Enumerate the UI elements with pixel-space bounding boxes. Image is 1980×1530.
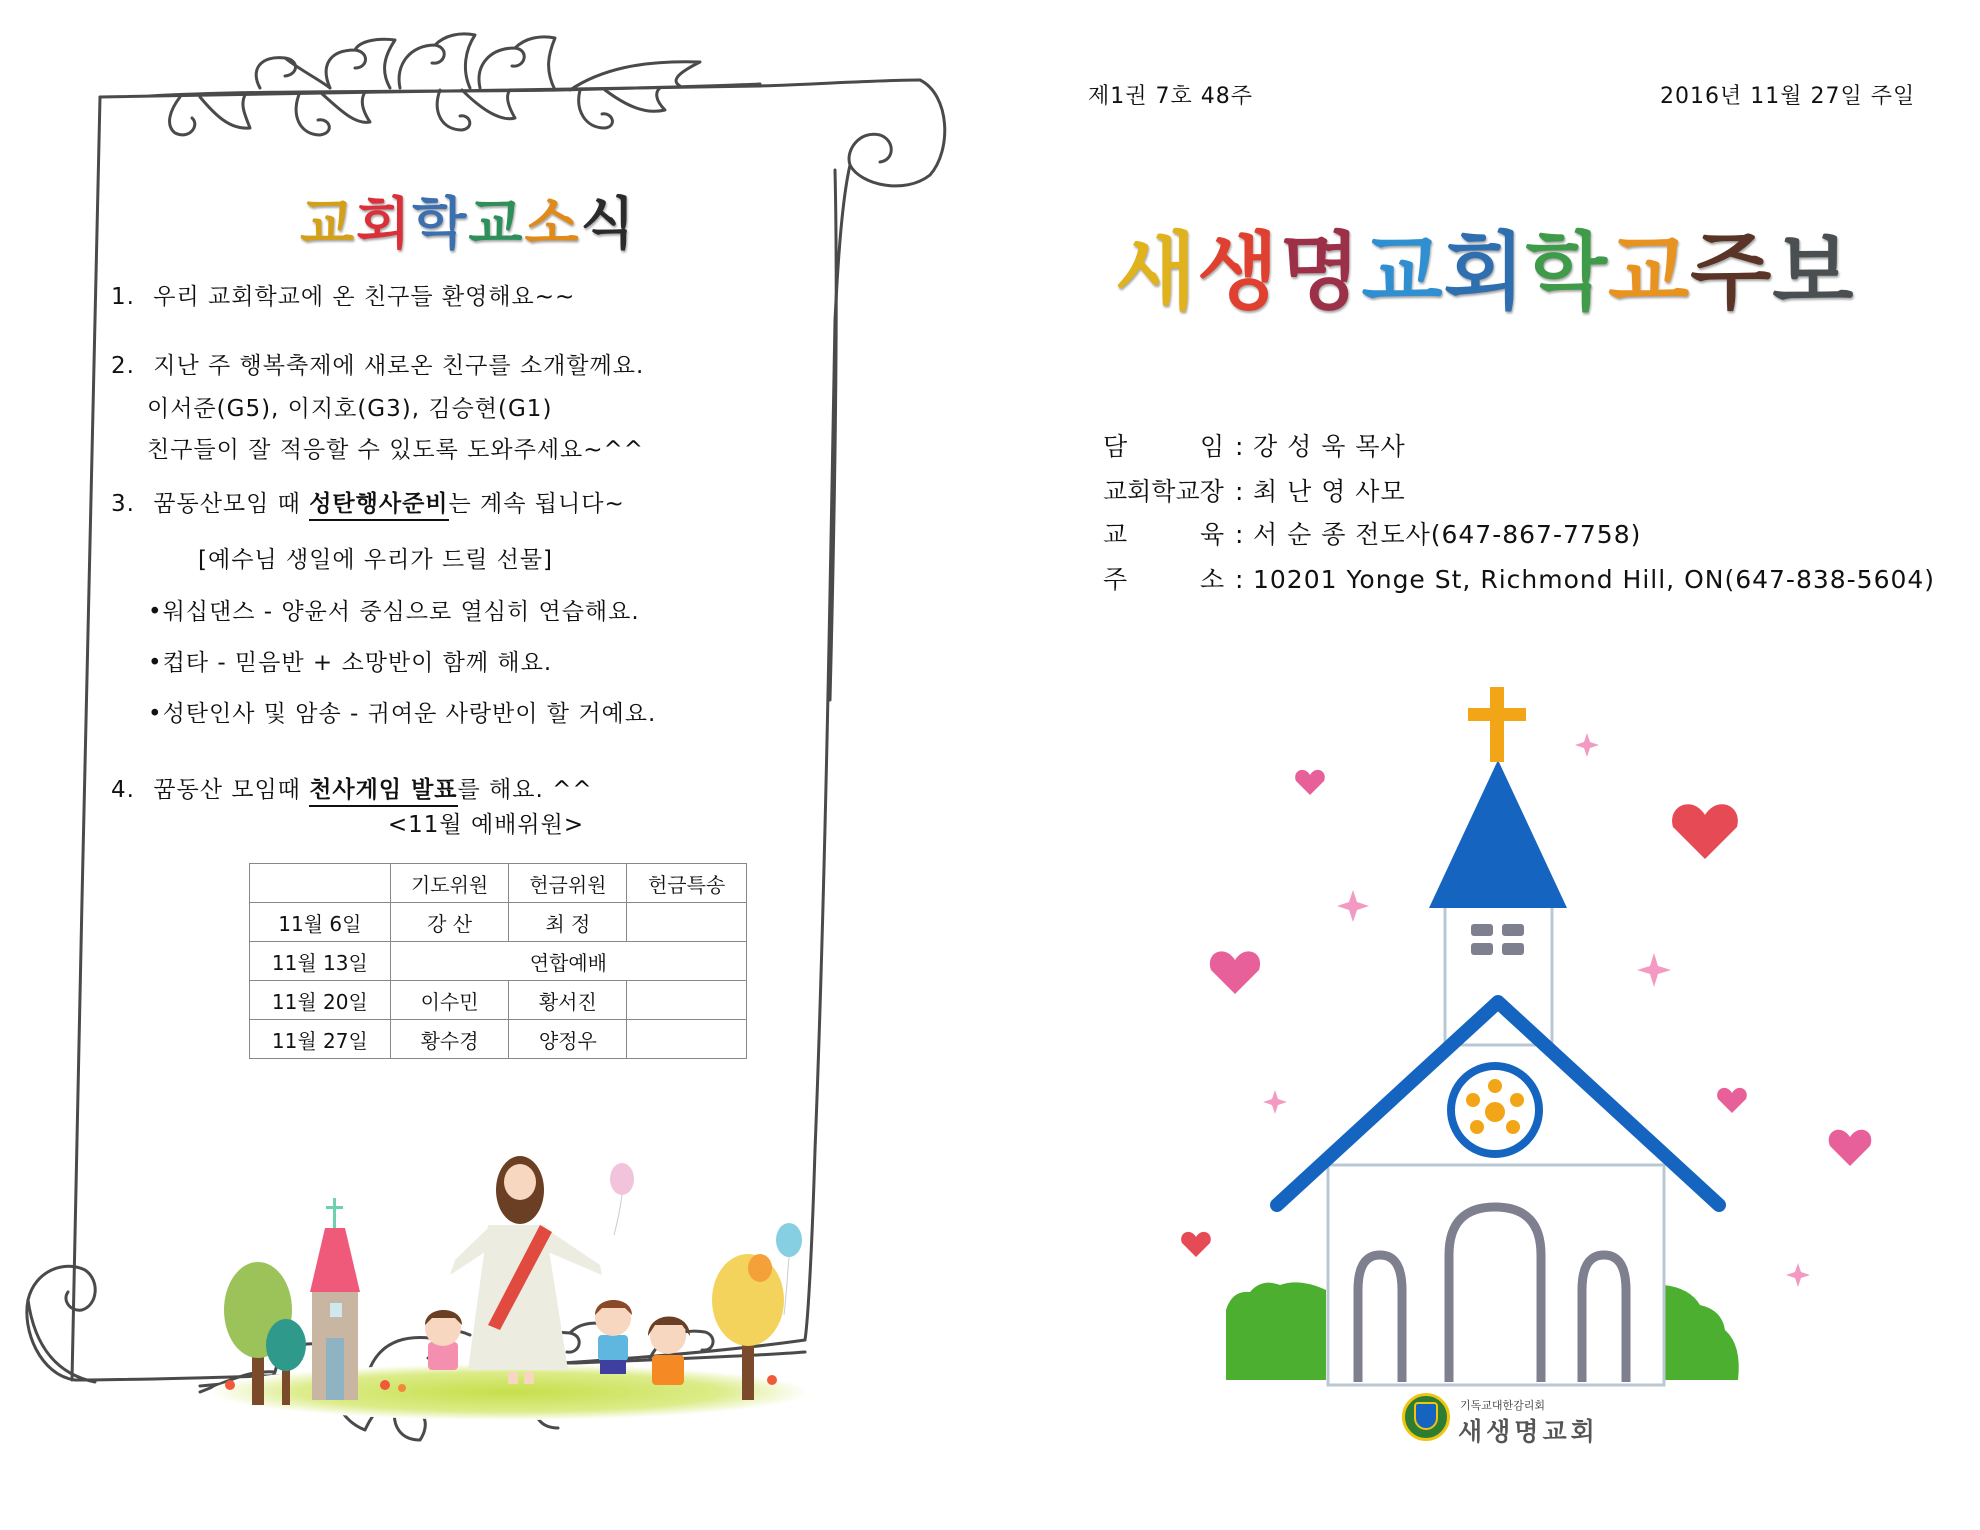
title-letter: 식 (580, 192, 637, 257)
prayer-cell: 강 산 (390, 903, 509, 942)
offering-cell: 양정우 (509, 1020, 627, 1059)
church-emblem-logo (1402, 1393, 1450, 1441)
title-letter: 주 (1690, 223, 1773, 321)
church-name-logo: 새생명교회 (1458, 1417, 1599, 1446)
header-cell: 헌금특송 (627, 864, 747, 903)
item-2-note: 친구들이 잘 적응할 수 있도록 도와주세요~^^ (147, 437, 645, 463)
item-number: 2. (111, 353, 135, 379)
staff-row-pastor (1103, 429, 1923, 465)
prayer-cell: 이수민 (390, 981, 509, 1020)
staff-row-principal (1103, 474, 1923, 510)
offering-cell: 최 정 (509, 903, 627, 942)
prayer-cell: 황수경 (390, 1020, 509, 1059)
date-cell: 11월 6일 (250, 903, 391, 942)
staff-value: 최 난 영 사모 (1253, 477, 1406, 506)
offering-cell: 황서진 (509, 981, 627, 1020)
denomination-label: 기독교대한감리회 (1460, 1399, 1546, 1412)
item-text: 지난 주 행복축제에 새로온 친구를 소개할께요. (153, 353, 645, 379)
title-letter: 회 (1443, 223, 1526, 321)
staff-label: 육 (1200, 520, 1225, 549)
title-letter: 교 (300, 192, 357, 257)
bullet-item: •컵타 - 믿음반 + 소망반이 함께 해요. (148, 650, 553, 676)
staff-label: 임 (1200, 432, 1225, 461)
staff-row-address (1103, 562, 1936, 598)
colon: : (1235, 477, 1244, 506)
bullet-item: •성탄인사 및 암송 - 귀여운 사랑반이 할 거예요. (148, 701, 657, 727)
item-number: 3. (111, 491, 135, 517)
item-number: 1. (111, 284, 135, 310)
item-text: 우리 교회학교에 온 친구들 환영해요~~ (153, 284, 576, 310)
header-cell: 헌금위원 (509, 864, 627, 903)
title-letter: 회 (356, 192, 413, 257)
new-friends-list: 이서준(G5), 이지호(G3), 김승현(G1) (147, 396, 553, 422)
title-letter: 소 (524, 192, 581, 257)
issue-number: 제1권 7호 48주 (1088, 84, 1253, 109)
bulletin-title (1115, 205, 1854, 326)
staff-row-education (1103, 517, 1923, 553)
staff-value: 10201 Yonge St, Richmond Hill, ON(647-838-5604) (1253, 565, 1936, 594)
title-letter: 학 (412, 192, 469, 257)
item-text: 꿈동산 모임때 (153, 777, 310, 803)
staff-value: 강 성 욱 목사 (1253, 432, 1406, 461)
item-text: 꿈동산모임 때 (153, 491, 310, 517)
title-letter: 교 (1607, 223, 1691, 321)
underlined-keyword: 천사게임 발표 (309, 777, 457, 807)
title-letter: 새 (1115, 223, 1198, 321)
staff-label: 교 (1103, 520, 1128, 549)
colon: : (1235, 520, 1244, 549)
date-cell: 11월 20일 (250, 981, 391, 1020)
item-text: 는 계속 됩니다~ (448, 491, 625, 517)
merged-cell: 연합예배 (390, 942, 746, 981)
bullet-item: •워십댄스 - 양윤서 중심으로 열심히 연습해요. (148, 599, 640, 625)
title-letter: 생 (1197, 223, 1280, 321)
duty-table-title: <11월 예배위원> (387, 812, 585, 838)
staff-value: 서 순 종 전도사(647-867-7758) (1253, 520, 1642, 549)
title-letter: 명 (1279, 223, 1362, 321)
staff-label: 소 (1200, 565, 1225, 594)
title-letter: 보 (1772, 223, 1855, 321)
date-cell: 11월 13일 (250, 942, 391, 981)
gift-heading: [예수님 생일에 우리가 드릴 선물] (198, 547, 554, 573)
staff-label: 주 (1103, 565, 1128, 594)
title-letter: 교 (468, 192, 525, 257)
title-letter: 학 (1525, 223, 1608, 321)
staff-label: 담 (1103, 432, 1128, 461)
colon: : (1235, 565, 1244, 594)
colon: : (1235, 432, 1244, 461)
staff-label: 교회학교장 (1103, 477, 1224, 506)
title-letter: 교 (1361, 223, 1444, 321)
date-cell: 11월 27일 (250, 1020, 391, 1059)
underlined-keyword: 성탄행사준비 (309, 491, 448, 521)
issue-date: 2016년 11월 27일 주일 (1660, 84, 1916, 109)
item-text: 를 해요. ^^ (457, 777, 593, 803)
item-number: 4. (111, 777, 135, 803)
header-cell: 기도위원 (390, 864, 509, 903)
